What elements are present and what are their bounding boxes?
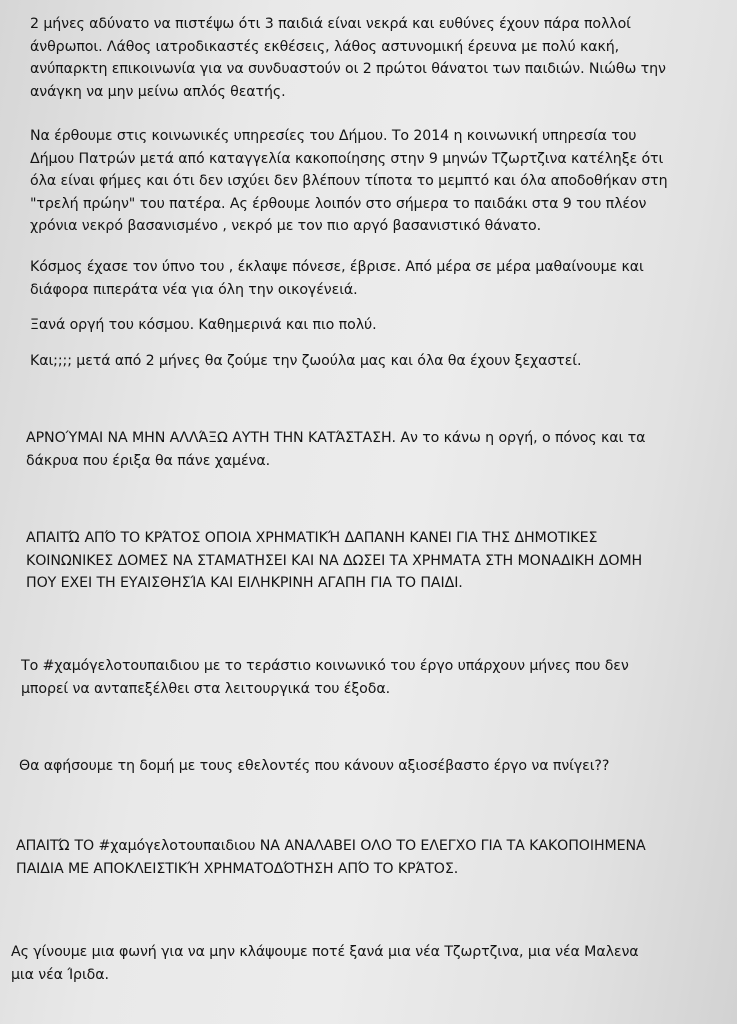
- paragraph-line: Και;;;; μετά από 2 μήνες θα ζούμε την ζωούλα μας και όλα θα έχουν ξεχαστεί.: [30, 353, 582, 369]
- paragraph-line: Το #χαμόγελοτουπαιδιου με το τεράστιο κοινωνικό του έργο υπάρχουν μήνες που δεν: [21, 658, 629, 674]
- paragraph-line: μπορεί να ανταπεξέλθει στα λειτουργικά του έξοδα.: [21, 680, 390, 697]
- paragraph-line: Θα αφήσουμε τη δομή με τους εθελοντές που κάνουν αξιοσέβαστο έργο να πνίγει??: [19, 758, 610, 774]
- paragraph-line: ΚΟΙΝΩΝΙΚΕΣ ΔΟΜΕΣ ΝΑ ΣΤΑΜΑΤΗΣΕΙ ΚΑΙ ΝΑ ΔΩΣΕΙ ΤΑ ΧΡΗΜΑΤΑ ΣΤΗ ΜΟΝΑΔΙΚΗ ΔΟΜΗ: [26, 552, 643, 569]
- paragraph-line: δάκρυα που έριξα θα πάνε χαμένα.: [26, 452, 271, 469]
- paragraph-11: [11, 941, 639, 986]
- paragraph-line: ΑΡΝΟΎΜΑΙ ΝΑ ΜΗΝ ΑΛΛΆΞΩ ΑΥΤΗ ΤΗΝ ΚΑΤΆΣΤΑΣΗ. Αν το κάνω η οργή, ο πόνος και τα: [26, 430, 646, 446]
- paragraph-line: Ας γίνουμε μια φωνή για να μην κλάψουμε ποτέ ξανά μια νέα Τζωρτζινα, μια νέα Μαλενα: [11, 944, 639, 960]
- paragraph-line: Ξανά οργή του κόσμου. Καθημερινά και πιο πολύ.: [30, 317, 377, 333]
- paragraph-1: [30, 13, 666, 103]
- paragraph-line: Κόσμος έχασε τον ύπνο του , έκλαψε πόνεσε, έβρισε. Από μέρα σε μέρα μαθαίνουμε και: [30, 259, 644, 275]
- paragraph-line: 2 μήνες αδύνατο να πιστέψω ότι 3 παιδιά είναι νεκρά και ευθύνες έχουν πάρα πολλοί: [30, 16, 631, 32]
- paragraph-line: άνθρωποι. Λάθος ιατροδικαστές εκθέσεις, λάθος αστυνομική έρευνα με πολύ κακή,: [30, 38, 620, 55]
- paragraph-2: [30, 125, 668, 238]
- paragraph-5: [30, 350, 581, 373]
- paragraph-line: ΑΠΑΙΤΏ ΑΠΌ ΤΟ ΚΡΆΤΟΣ ΟΠΟΙΑ ΧΡΗΜΑΤΙΚΉ ΔΑΠΑΝΗ ΚΑΝΕΙ ΓΙΑ ΤΗΣ ΔΗΜΟΤΙΚΕΣ: [26, 530, 598, 546]
- paragraph-line: Δήμου Πατρών μετά από καταγγελία κακοποίησης στην 9 μηνών Τζωρτζινα κατέληξε ότι: [30, 150, 664, 167]
- paragraph-line: ανάγκη να μην μείνω απλός θεατής.: [30, 83, 286, 100]
- paragraph-line: χρόνια νεκρό βασανισμένο , νεκρό με τον πιο αργό βασανιστικό θάνατο.: [30, 218, 542, 234]
- paragraph-10: [16, 835, 646, 880]
- paragraph-9: [19, 755, 609, 778]
- paragraph-8: [21, 655, 629, 700]
- paragraph-line: ΑΠΑΙΤΏ ΤΟ #χαμόγελοτουπαιδιου ΝΑ ΑΝΑΛΑΒΕΙ ΟΛΟ ΤΟ ΕΛΕΓΧΟ ΓΙΑ ΤΑ ΚΑΚΟΠΟΙΗΜΕΝΑ: [16, 838, 646, 854]
- paragraph-line: μια νέα Ίριδα.: [11, 966, 109, 983]
- paragraph-4: [30, 314, 377, 337]
- paragraph-line: όλα είναι φήμες και ότι δεν ισχύει δεν βλέπουν τίποτα το μεμπτό και όλα αποδοθήκαν στη: [30, 173, 668, 189]
- paragraph-line: ΠΟΥ ΕΧΕΙ ΤΗ ΕΥΑΙΣΘΗΣΊΑ ΚΑΙ ΕΙΛΗΚΡΙΝΗ ΑΓΑΠΗ ΓΙΑ ΤΟ ΠΑΙΔΙ.: [26, 575, 463, 591]
- paragraph-line: ανύπαρκτη επικοινωνία για να συνδυαστούν οι 2 πρώτοι θάνατοι των παιδιών. Νιώθω την: [30, 61, 666, 77]
- paragraph-line: ΠΑΙΔΙΑ ΜΕ ΑΠΟΚΛΕΙΣΤΙΚΉ ΧΡΗΜΑΤΟΔΌΤΗΣΗ ΑΠΌ ΤΟ ΚΡΆΤΟΣ.: [16, 860, 459, 877]
- paragraph-line: "τρελή πρώην" του πατέρα. Ας έρθουμε λοιπόν στο σήμερα το παιδάκι στα 9 του πλέον: [30, 195, 647, 212]
- paragraph-7: [26, 527, 642, 595]
- paragraph-line: Να έρθουμε στις κοινωνικές υπηρεσίες του Δήμου. Το 2014 η κοινωνική υπηρεσία του: [30, 128, 637, 144]
- paragraph-3: [30, 256, 644, 301]
- paragraph-line: διάφορα πιπεράτα νέα για όλη την οικογένειά.: [30, 281, 358, 298]
- paragraph-6: [26, 427, 645, 472]
